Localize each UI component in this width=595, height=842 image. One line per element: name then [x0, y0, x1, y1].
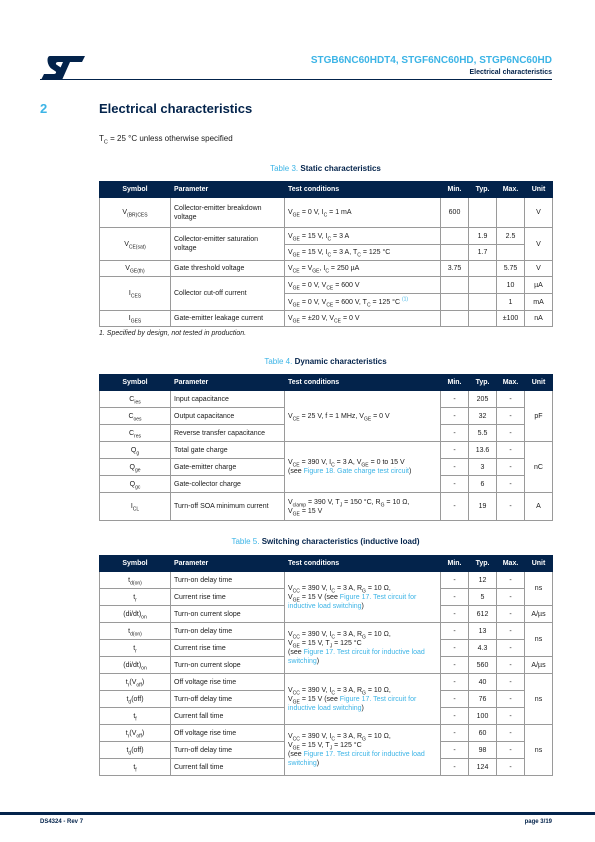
table-row: $Q_{ge}$ Gate-emitter charge - 3 -	[100, 459, 553, 476]
figure17-link[interactable]: Figure 17. Test circuit for inductive load switching	[288, 593, 417, 610]
section-title: Electrical characteristics	[99, 101, 253, 116]
static-characteristics-table	[99, 181, 553, 327]
header-rule	[40, 79, 552, 80]
footer-rule	[0, 812, 595, 815]
table-row: $t_f$ Current fall time - 124 -	[100, 759, 553, 776]
table-row: $V_{CE(sat)}$ Collector-emitter saturation voltage $V_{GE} = 15$ V, $I_C = 3$ A 1.9 2.5 V	[100, 228, 553, 245]
dynamic-characteristics-table	[99, 374, 553, 521]
table5-caption: Table 5. Switching characteristics (inductive load)	[231, 537, 420, 546]
table-header-row: Symbol Parameter Test conditions Min. Typ. Max. Unit	[100, 182, 553, 198]
test-condition-note: $T_C = 25$ °C unless otherwise specified	[99, 134, 233, 146]
table-header-row: Symbol Parameter Test conditions Min. Typ. Max. Unit	[100, 556, 553, 572]
figure17-link[interactable]: Figure 17. Test circuit for inductive load switching	[288, 751, 425, 767]
table-row: $t_r(V_{off})$ Off voltage rise time $V_{CC} = 390$ V, $I_C = 3$ A, $R_G = 10$ Ω, $V_{GE} = 15$ V, $T_J = 125$ °C (see Figure 17. Test circuit for inductive load switching) - 60 - ns	[100, 725, 553, 742]
figure18-link[interactable]: Figure 18. Gate charge test circuit	[303, 468, 409, 475]
switching-characteristics-table	[99, 555, 553, 776]
table-row: $t_d(off)$ Turn-off delay time - 76 -	[100, 691, 553, 708]
table-row: $V_{(BR)CES}$ Collector-emitter breakdown voltage $V_{GE} = 0$ V, $I_C = 1$ mA 600 V	[100, 198, 553, 228]
table-row: $C_{res}$ Reverse transfer capacitance - 5.5 -	[100, 425, 553, 442]
table-row: $t_d(off)$ Turn-off delay time - 98 -	[100, 742, 553, 759]
table-row: $Q_{gc}$ Gate-collector charge - 6 -	[100, 476, 553, 493]
section-number: 2	[40, 101, 48, 116]
table-row: $C_{ies}$ Input capacitance $V_{CE} = 25$ V, f = 1 MHz, $V_{GE} = 0$ V - 205 - pF	[100, 391, 553, 408]
figure17-link[interactable]: Figure 17. Test circuit for inductive load switching	[288, 649, 425, 665]
table4-caption: Table 4. Dynamic characteristics	[264, 357, 387, 366]
table-row: $I_{CES}$ Collector cut-off current $V_{GE} = 0$ V, $V_{CE} = 600$ V 10 µA	[100, 277, 553, 294]
page-number: page 3/19	[524, 819, 552, 825]
table-row: $V_{GE} = 15$ V, $I_C = 3$ A, $T_C = 125$ °C 1.7	[100, 245, 553, 261]
table-row: $t_{d(on)}$ Turn-on delay time $V_{CC} = 390$ V, $I_C = 3$ A, $R_G = 10$ Ω, $V_{GE} = 15$ V, $T_J = 125$ °C (see Figure 17. Test circuit for inductive load switching) - 13 - ns	[100, 623, 553, 640]
table-row: $Q_g$ Total gate charge $V_{CE} = 390$ V, $I_C = 3$ A, $V_{GE} = 0$ to 15 V (see Figure 18. Gate charge test circuit) - 13.6 - nC	[100, 442, 553, 459]
table-row: $t_r(V_{off})$ Off voltage rise time $V_{CC} = 390$ V, $I_C = 3$ A, $R_G = 10$ Ω, $V_{GE} = 15$ V (see Figure 17. Test circuit for inductive load switching) - 40 - ns	[100, 674, 553, 691]
table-header-row: Symbol Parameter Test conditions Min. Typ. Max. Unit	[100, 375, 553, 391]
table3-caption: Table 3. Static characteristics	[270, 164, 381, 173]
footnote-ref-link[interactable]: (1)	[401, 296, 409, 303]
table-row: $V_{GE} = 0$ V, $V_{CE} = 600$ V, $T_C = 125$ °C $^{(1)}$ 1 mA	[100, 294, 553, 311]
table-row: $C_{oes}$ Output capacitance - 32 -	[100, 408, 553, 425]
table-row: $t_r$ Current rise time - 5 -	[100, 589, 553, 606]
table-row: $t_r$ Current rise time - 4.3 -	[100, 640, 553, 657]
figure17-link[interactable]: Figure 17. Test circuit for inductive load switching	[288, 695, 417, 712]
st-logo-icon	[40, 55, 86, 81]
table-row: $t_{d(on)}$ Turn-on delay time $V_{CC} = 390$ V, $I_C = 3$ A, $R_G = 10$ Ω, $V_{GE} = 15$ V (see Figure 17. Test circuit for inductive load switching) - 12 - ns	[100, 572, 553, 589]
table-row: $(di/dt)_{on}$ Turn-on current slope - 612 - A/µs	[100, 606, 553, 623]
document-revision: DS4324 - Rev 7	[40, 819, 84, 825]
document-title: STGB6NC60HDT4, STGF6NC60HD, STGP6NC60HD	[310, 55, 552, 66]
table-row: $I_{CL}$ Turn-off SOA minimum current $V_{clamp} = 390$ V, $T_J = 150$ °C, $R_G = 10$ Ω, $V_{GE} = 15$ V - 19 - A	[100, 493, 553, 521]
table3-footnote: 1. Specified by design, not tested in production.	[99, 330, 247, 337]
table-row: $V_{GE(th)}$ Gate threshold voltage $V_{CE} = V_{GE}$, $I_C = 250$ µA 3.75 5.75 V	[100, 261, 553, 277]
table-row: $t_f$ Current fall time - 100 -	[100, 708, 553, 725]
running-section-title: Electrical characteristics	[469, 69, 552, 76]
table-row: $I_{GES}$ Gate-emitter leakage current $V_{GE} = \pm 20$ V, $V_{CE} = 0$ V ±100 nA	[100, 311, 553, 327]
table-row: $(di/dt)_{on}$ Turn-on current slope - 560 - A/µs	[100, 657, 553, 674]
